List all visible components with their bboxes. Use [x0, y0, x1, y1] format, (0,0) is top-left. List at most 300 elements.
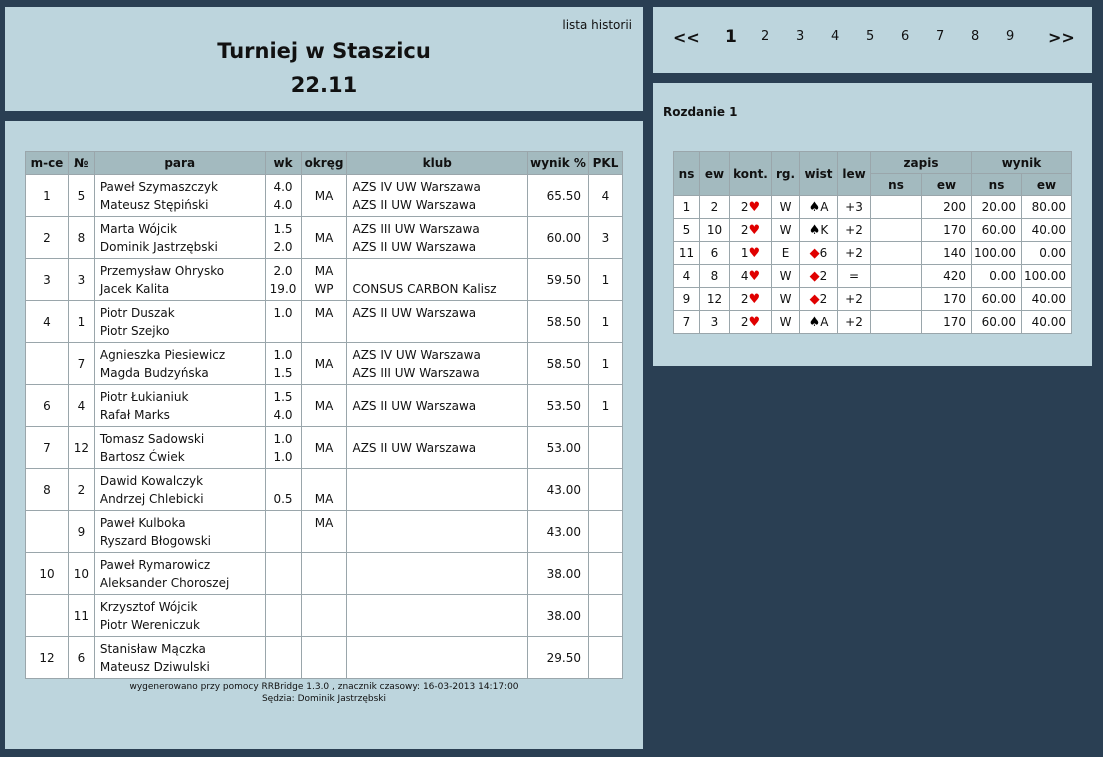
club-cell: AZS II UW Warszawa: [347, 385, 528, 427]
deal-ns-pair: 11: [674, 242, 700, 265]
line-2: Ryszard Błogowski: [99, 533, 211, 548]
diamond-icon: ◆: [809, 268, 820, 284]
place-cell: 10: [26, 553, 69, 595]
lead-card: 6: [819, 245, 828, 260]
cell-lines: [302, 511, 347, 552]
contract-level: 2: [740, 199, 749, 214]
results-row[interactable]: [26, 385, 623, 427]
cell-lines: [352, 595, 527, 636]
deal-declarer: W: [772, 219, 800, 242]
pair-number-cell: 12: [68, 427, 94, 469]
deal-result-ns: 60.00: [972, 219, 1022, 242]
pair-names-cell[interactable]: [94, 217, 265, 259]
contract-level: 4: [740, 268, 749, 283]
club-cell: [347, 469, 528, 511]
cell-lines: [100, 553, 265, 594]
column-header-district[interactable]: okręg: [301, 152, 347, 175]
line-1: [302, 556, 347, 574]
line-1: 1.0: [273, 347, 293, 362]
results-table: [25, 151, 623, 679]
deal-header-score-group: zapis: [871, 152, 972, 174]
place-cell: 3: [26, 259, 69, 301]
deal-header-lead: wist: [800, 152, 838, 196]
column-header-wk[interactable]: wk: [265, 152, 301, 175]
pair-names-cell[interactable]: [94, 427, 265, 469]
deal-header-tricks: lew: [838, 152, 871, 196]
cell-lines: [352, 553, 527, 594]
deal-result-ew: 40.00: [1022, 219, 1072, 242]
line-1: AZS IV UW Warszawa: [352, 347, 481, 362]
results-row[interactable]: [26, 427, 623, 469]
results-row[interactable]: [26, 175, 623, 217]
line-1: Piotr Łukianiuk: [99, 389, 189, 404]
results-row[interactable]: [26, 301, 623, 343]
cell-lines: [352, 343, 527, 384]
heart-icon: ♥: [748, 291, 761, 307]
deal-page-link[interactable]: 4: [831, 29, 840, 44]
column-header-pkl[interactable]: PKL: [588, 152, 622, 175]
pkl-cell: 1: [588, 301, 622, 343]
pair-names-cell[interactable]: [94, 175, 265, 217]
line-1: AZS II UW Warszawa: [352, 305, 477, 320]
deal-score-ew: 420: [922, 265, 972, 288]
deal-contract: [730, 311, 772, 334]
score-cell: 60.00: [528, 217, 589, 259]
deal-row[interactable]: [674, 242, 1072, 265]
cell-lines: [100, 385, 265, 426]
line-1: [352, 262, 527, 280]
line-1: MA: [314, 263, 334, 278]
contract-level: 1: [740, 245, 749, 260]
line-1: [352, 640, 527, 658]
pair-names-cell[interactable]: [94, 637, 265, 679]
cell-lines: [100, 637, 265, 678]
deal-contract: [730, 219, 772, 242]
deal-result-ew: 40.00: [1022, 288, 1072, 311]
deal-declarer: W: [772, 265, 800, 288]
deal-score-ew: 170: [922, 219, 972, 242]
lead-card: A: [820, 199, 829, 214]
deal-score-ns: [871, 196, 922, 219]
spade-icon: ♠: [808, 314, 821, 330]
line-2: 1.5: [273, 365, 293, 380]
deal-tricks: +2: [838, 219, 871, 242]
line-2: [302, 532, 347, 550]
wk-cell: [265, 553, 301, 595]
heart-icon: ♥: [748, 245, 761, 261]
place-cell: 2: [26, 217, 69, 259]
line-2: [352, 658, 527, 676]
cell-lines: [266, 259, 301, 300]
score-cell: 38.00: [528, 595, 589, 637]
deal-table: [673, 151, 1072, 334]
cell-lines: [100, 217, 265, 258]
deal-result-ns: 20.00: [972, 196, 1022, 219]
line-1: MA: [314, 305, 334, 320]
place-cell: 12: [26, 637, 69, 679]
club-cell: [347, 553, 528, 595]
pair-number-cell: 3: [68, 259, 94, 301]
district-cell: MA: [301, 175, 347, 217]
wk-cell: [265, 217, 301, 259]
deal-declarer: W: [772, 288, 800, 311]
line-1: Przemysław Ohrysko: [99, 263, 225, 278]
pkl-cell: [588, 637, 622, 679]
wk-cell: [265, 175, 301, 217]
results-row[interactable]: [26, 595, 623, 637]
deal-ns-pair: 4: [674, 265, 700, 288]
line-2: 4.0: [273, 407, 293, 422]
cell-lines: [266, 469, 301, 510]
column-header-number[interactable]: №: [68, 152, 94, 175]
results-row[interactable]: [26, 217, 623, 259]
deal-result-ew: 0.00: [1022, 242, 1072, 265]
score-cell: 38.00: [528, 553, 589, 595]
deal-tricks: +2: [838, 311, 871, 334]
deal-contract: [730, 196, 772, 219]
district-cell: [301, 511, 347, 553]
contract-level: 2: [740, 314, 749, 329]
deal-ns-pair: 5: [674, 219, 700, 242]
pair-number-cell: 6: [68, 637, 94, 679]
line-2: 4.0: [273, 197, 293, 212]
column-header-score[interactable]: wynik %: [528, 152, 589, 175]
place-cell: 4: [26, 301, 69, 343]
cell-lines: [100, 175, 265, 216]
deal-page-link[interactable]: 9: [1006, 29, 1015, 44]
lead-card: K: [820, 222, 829, 237]
deal-lead: [800, 288, 838, 311]
line-2: Piotr Szejko: [99, 323, 170, 338]
line-1: [352, 514, 527, 532]
cell-lines: [266, 343, 301, 384]
column-header-club[interactable]: klub: [347, 152, 528, 175]
line-2: 1.0: [273, 449, 293, 464]
history-list-link[interactable]: lista historii: [562, 18, 632, 32]
deal-declarer: E: [772, 242, 800, 265]
deal-details-panel: [653, 83, 1092, 366]
cell-lines: [302, 595, 347, 636]
cell-lines: [266, 553, 301, 594]
pair-names-cell[interactable]: [94, 469, 265, 511]
deal-score-ew: 200: [922, 196, 972, 219]
pair-names-cell[interactable]: [94, 385, 265, 427]
wk-cell: [265, 301, 301, 343]
club-cell: [347, 595, 528, 637]
line-2: MA: [314, 491, 334, 506]
line-1: MA: [314, 515, 334, 530]
deal-result-ns: 60.00: [972, 288, 1022, 311]
wk-cell: [265, 343, 301, 385]
line-2: Aleksander Choroszej: [99, 575, 230, 590]
wk-cell: [265, 427, 301, 469]
score-cell: 59.50: [528, 259, 589, 301]
line-1: [352, 598, 527, 616]
heart-icon: ♥: [748, 314, 761, 330]
club-cell: AZS II UW Warszawa: [347, 427, 528, 469]
cell-lines: [352, 469, 527, 510]
district-cell: MA: [301, 217, 347, 259]
deal-page-link[interactable]: 8: [971, 29, 980, 44]
pkl-cell: [588, 553, 622, 595]
line-2: Mateusz Stępiński: [99, 197, 209, 212]
deal-ew-pair: 6: [700, 242, 730, 265]
pair-number-cell: 2: [68, 469, 94, 511]
line-2: [302, 322, 347, 340]
score-cell: 53.50: [528, 385, 589, 427]
cell-lines: [352, 259, 527, 300]
line-2: [352, 532, 527, 550]
line-1: [266, 556, 301, 574]
wk-cell: [265, 385, 301, 427]
deal-ns-pair: 9: [674, 288, 700, 311]
deal-declarer: W: [772, 311, 800, 334]
line-2: [302, 574, 347, 592]
club-cell: [347, 343, 528, 385]
pkl-cell: 4: [588, 175, 622, 217]
pair-number-cell: 10: [68, 553, 94, 595]
district-cell: [301, 301, 347, 343]
results-row[interactable]: [26, 259, 623, 301]
place-cell: [26, 595, 69, 637]
line-1: Dawid Kowalczyk: [99, 473, 204, 488]
line-2: 0.5: [273, 491, 293, 506]
previous-deal-button[interactable]: <<: [673, 28, 700, 47]
cell-lines: [266, 385, 301, 426]
deal-row[interactable]: [674, 288, 1072, 311]
deal-subheader-result-ew: ew: [1022, 174, 1072, 196]
results-panel: [5, 121, 643, 749]
cell-lines: [302, 553, 347, 594]
cell-lines: [100, 343, 265, 384]
deal-score-ns: [871, 242, 922, 265]
line-1: [266, 640, 301, 658]
line-2: [266, 574, 301, 592]
score-cell: 53.00: [528, 427, 589, 469]
deal-ew-pair: 8: [700, 265, 730, 288]
pair-names-cell[interactable]: [94, 301, 265, 343]
deal-row[interactable]: [674, 219, 1072, 242]
pair-number-cell: 5: [68, 175, 94, 217]
deal-lead: [800, 219, 838, 242]
score-cell: 65.50: [528, 175, 589, 217]
lead-card: 2: [819, 268, 828, 283]
deal-page-link[interactable]: 5: [866, 29, 875, 44]
line-2: Dominik Jastrzębski: [99, 239, 218, 254]
line-1: [352, 472, 527, 490]
line-1: [266, 472, 301, 490]
place-cell: 8: [26, 469, 69, 511]
line-2: [352, 322, 527, 340]
tournament-header-panel: [5, 7, 643, 111]
line-2: WP: [314, 281, 334, 296]
deal-tricks: =: [838, 265, 871, 288]
district-cell: MA: [301, 385, 347, 427]
pkl-cell: 1: [588, 343, 622, 385]
deal-row[interactable]: [674, 311, 1072, 334]
wk-cell: [265, 637, 301, 679]
score-cell: 43.00: [528, 511, 589, 553]
deal-tricks: +3: [838, 196, 871, 219]
cell-lines: [352, 637, 527, 678]
deal-header-ew: ew: [700, 152, 730, 196]
deal-contract: [730, 242, 772, 265]
lead-card: 2: [819, 291, 828, 306]
deal-score-ew: 170: [922, 288, 972, 311]
wk-cell: [265, 259, 301, 301]
score-cell: 29.50: [528, 637, 589, 679]
deal-tricks: +2: [838, 288, 871, 311]
cell-lines: [100, 595, 265, 636]
deal-lead: [800, 242, 838, 265]
cell-lines: [266, 301, 301, 342]
results-row[interactable]: [26, 469, 623, 511]
results-row[interactable]: [26, 637, 623, 679]
deal-row[interactable]: [674, 265, 1072, 288]
pair-number-cell: 8: [68, 217, 94, 259]
line-2: AZS III UW Warszawa: [352, 365, 480, 380]
line-2: Bartosz Ćwiek: [99, 449, 185, 464]
pair-names-cell[interactable]: [94, 595, 265, 637]
deal-tricks: +2: [838, 242, 871, 265]
deal-score-ew: 170: [922, 311, 972, 334]
cell-lines: [100, 259, 265, 300]
line-2: 19.0: [269, 281, 297, 296]
deal-score-ns: [871, 219, 922, 242]
deal-subheader-score-ew: ew: [922, 174, 972, 196]
generated-by-footer: wygenerowano przy pomocy RRBridge 1.3.0 , znacznik czasowy: 16-03-2013 14:17:00: [129, 682, 519, 692]
deal-header-row: [674, 152, 1072, 174]
column-header-pair[interactable]: para: [94, 152, 265, 175]
club-cell: [347, 301, 528, 343]
place-cell: 6: [26, 385, 69, 427]
club-cell: [347, 259, 528, 301]
deal-ew-pair: 12: [700, 288, 730, 311]
line-1: 1.5: [273, 389, 293, 404]
deal-score-ns: [871, 265, 922, 288]
line-1: 4.0: [273, 179, 293, 194]
spade-icon: ♠: [808, 199, 821, 215]
line-1: Paweł Kulboka: [99, 515, 186, 530]
deal-ew-pair: 3: [700, 311, 730, 334]
current-deal-page: 1: [725, 27, 737, 47]
deal-header-declarer: rg.: [772, 152, 800, 196]
line-2: [352, 490, 527, 508]
district-cell: [301, 595, 347, 637]
place-cell: [26, 343, 69, 385]
cell-lines: [266, 427, 301, 468]
district-cell: [301, 637, 347, 679]
line-1: Paweł Szymaszczyk: [99, 179, 218, 194]
line-2: AZS II UW Warszawa: [352, 239, 477, 254]
line-1: [266, 514, 301, 532]
cell-lines: [266, 217, 301, 258]
pair-number-cell: 9: [68, 511, 94, 553]
cell-lines: [266, 595, 301, 636]
line-1: Tomasz Sadowski: [99, 431, 205, 446]
deal-ew-pair: 10: [700, 219, 730, 242]
tournament-date: 22.11: [290, 73, 358, 97]
line-2: [352, 616, 527, 634]
score-cell: 43.00: [528, 469, 589, 511]
line-2: Andrzej Chlebicki: [99, 491, 204, 506]
line-1: Paweł Rymarowicz: [99, 557, 211, 572]
deal-score-ns: [871, 288, 922, 311]
cell-lines: [266, 175, 301, 216]
deal-lead: [800, 196, 838, 219]
cell-lines: [352, 217, 527, 258]
deal-navigation-panel: [653, 7, 1092, 73]
deal-lead: [800, 265, 838, 288]
line-2: Mateusz Dziwulski: [99, 659, 210, 674]
line-1: 1.0: [273, 431, 293, 446]
line-1: 2.0: [273, 263, 293, 278]
pkl-cell: [588, 469, 622, 511]
pair-number-cell: 11: [68, 595, 94, 637]
line-1: [266, 598, 301, 616]
deal-page-link[interactable]: 3: [796, 29, 805, 44]
pkl-cell: 3: [588, 217, 622, 259]
deal-lead: [800, 311, 838, 334]
pair-names-cell[interactable]: [94, 511, 265, 553]
column-header-place[interactable]: m-ce: [26, 152, 69, 175]
district-cell: MA: [301, 427, 347, 469]
place-cell: 1: [26, 175, 69, 217]
diamond-icon: ◆: [809, 291, 820, 307]
results-row[interactable]: [26, 553, 623, 595]
pair-names-cell[interactable]: [94, 259, 265, 301]
cell-lines: [352, 511, 527, 552]
results-row[interactable]: [26, 511, 623, 553]
line-2: AZS II UW Warszawa: [352, 197, 477, 212]
club-cell: [347, 217, 528, 259]
deal-score-ns: [871, 311, 922, 334]
deal-page-link[interactable]: 2: [761, 29, 770, 44]
deal-page-link[interactable]: 7: [936, 29, 945, 44]
line-1: 1.0: [273, 305, 293, 320]
cell-lines: [100, 511, 265, 552]
deal-ns-pair: 7: [674, 311, 700, 334]
line-2: [266, 532, 301, 550]
pkl-cell: [588, 427, 622, 469]
place-cell: [26, 511, 69, 553]
place-cell: 7: [26, 427, 69, 469]
wk-cell: [265, 511, 301, 553]
results-row[interactable]: [26, 343, 623, 385]
deal-result-ns: 100.00: [972, 242, 1022, 265]
deal-contract: [730, 288, 772, 311]
diamond-icon: ◆: [809, 245, 820, 261]
line-1: [302, 598, 347, 616]
deal-subheader-score-ns: ns: [871, 174, 922, 196]
deal-ew-pair: 2: [700, 196, 730, 219]
line-2: [266, 616, 301, 634]
deal-result-ew: 80.00: [1022, 196, 1072, 219]
score-cell: 58.50: [528, 343, 589, 385]
cell-lines: [352, 301, 527, 342]
cell-lines: [352, 175, 527, 216]
line-1: Piotr Duszak: [99, 305, 175, 320]
line-2: [352, 574, 527, 592]
next-deal-button[interactable]: >>: [1048, 28, 1075, 47]
pair-names-cell[interactable]: [94, 343, 265, 385]
deal-page-link[interactable]: 6: [901, 29, 910, 44]
cell-lines: [302, 637, 347, 678]
pair-names-cell[interactable]: [94, 553, 265, 595]
line-2: CONSUS CARBON Kalisz: [352, 281, 497, 296]
deal-row[interactable]: [674, 196, 1072, 219]
heart-icon: ♥: [748, 268, 761, 284]
